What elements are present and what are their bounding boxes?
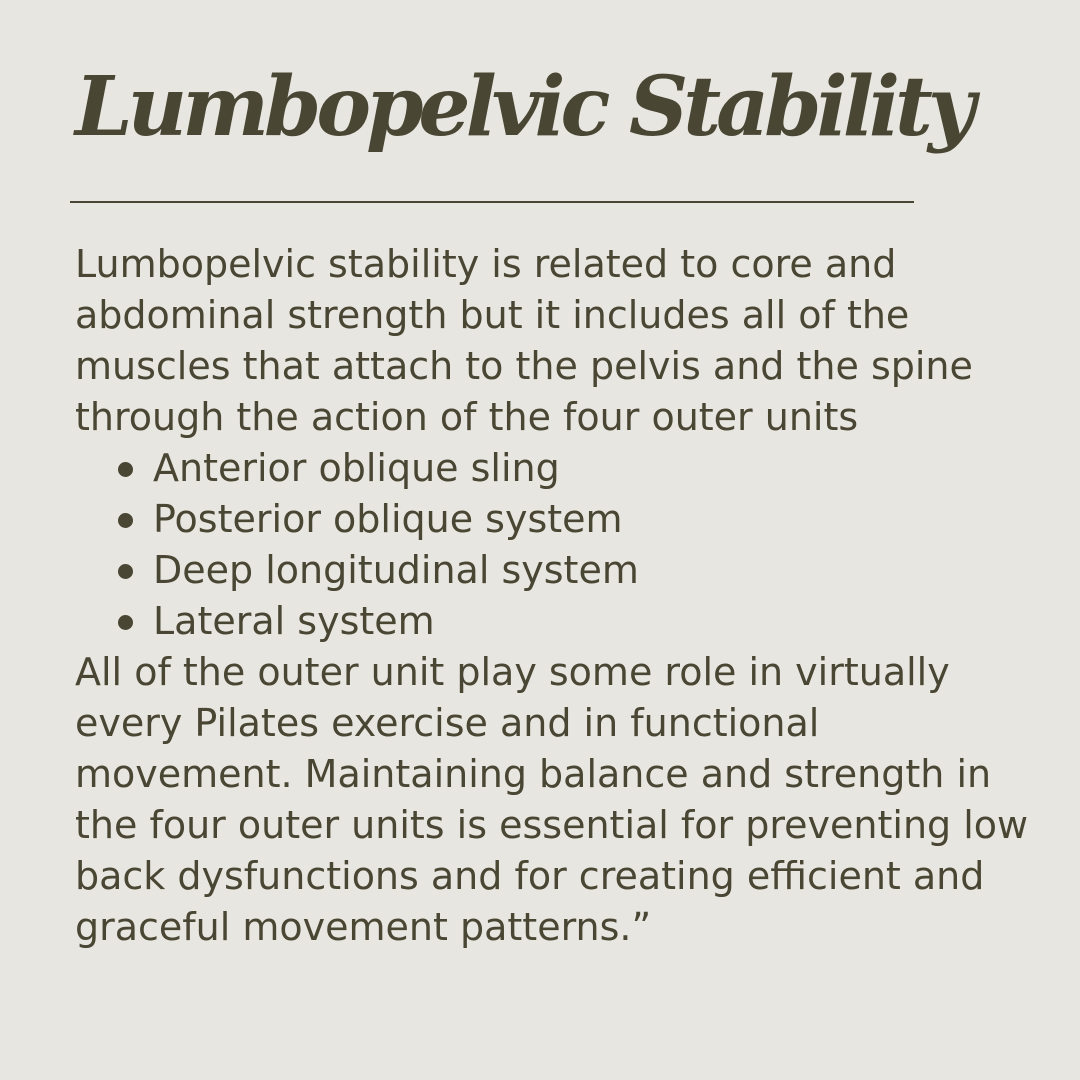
page-title: Lumbopelvic Stability — [75, 59, 971, 155]
bullet-icon — [118, 513, 133, 528]
list-item-label: Deep longitudinal system — [153, 548, 639, 592]
title-divider — [70, 201, 914, 203]
list-item-label: Anterior oblique sling — [153, 446, 560, 490]
bullet-icon — [118, 564, 133, 579]
list-item — [75, 443, 1035, 494]
bullet-icon — [118, 462, 133, 477]
list-item-label: Lateral system — [153, 599, 435, 643]
list-item-label: Posterior oblique system — [153, 497, 623, 541]
outer-units-list — [75, 443, 1035, 647]
list-item — [75, 545, 1035, 596]
list-item — [75, 494, 1035, 545]
bullet-icon — [118, 615, 133, 630]
body-text — [75, 239, 1035, 953]
list-item — [75, 596, 1035, 647]
closing-paragraph: All of the outer unit play some role in virtually every Pilates exercise and in functional movement. Maintaining balance and strength in the four outer units is essential for preventing low back dysfunctions and for creating efficient and graceful movement patterns.” — [75, 650, 1029, 949]
intro-paragraph: Lumbopelvic stability is related to core and abdominal strength but it includes all of the muscles that attach to the pelvis and the spine through the action of the four outer units — [75, 242, 973, 439]
